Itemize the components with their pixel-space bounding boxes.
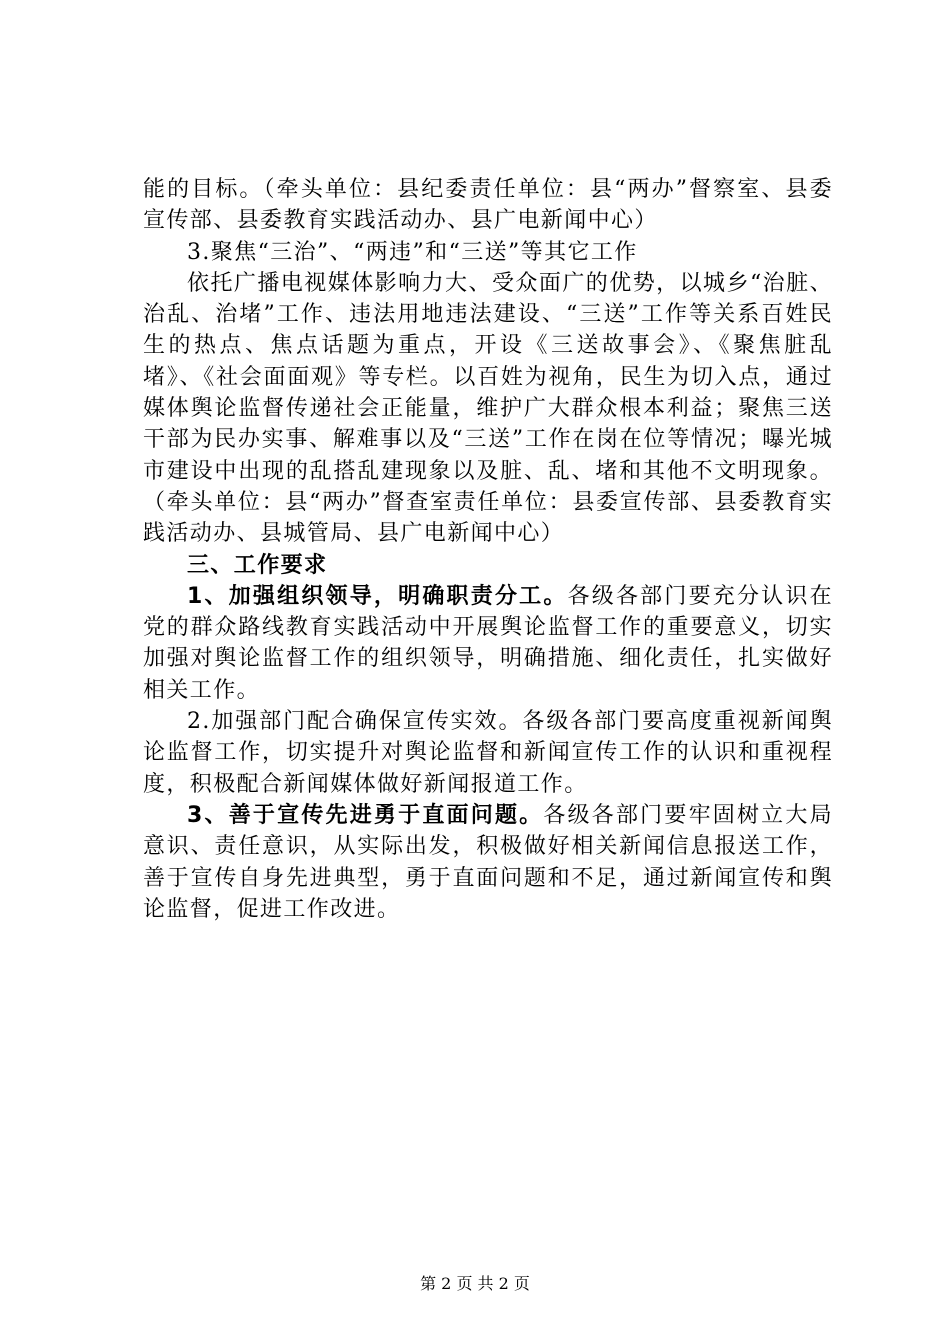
paragraph-text: 依托广播电视媒体影响力大、受众面广的优势，以城乡“治脏、治乱、治堵”工作、违法用地违法建设、“三送”工作等关系百姓民生的热点、焦点话题为重点，开设《三送故事会》、《聚焦脏乱堵》、《社会面面观》等专栏。以百姓为视角，民生为切入点，通过媒体舆论监督传递社会正能量，维护广大群众根本利益；聚焦三送干部为民办实事、解难事以及“三送”工作在岗在位等情况；曝光城市建设中出现的乱搭乱建现象以及脏、乱、堵和其他不文明现象。（牵头单位：县“两办”督查室责任单位：县委宣传部、县委教育实践活动办、县城管局、县广电新闻中心） [143, 270, 833, 547]
requirement-item-3 [143, 800, 833, 925]
subheading-focus-three [143, 237, 833, 268]
subheading-text: 3.聚焦“三治”、“两违”和“三送”等其它工作 [187, 239, 638, 265]
paragraph-target-end [143, 174, 833, 237]
requirement-item-2 [143, 706, 833, 800]
requirement-title: 1、加强组织领导，明确职责分工。 [187, 583, 568, 609]
requirement-title: 3、善于宣传先进勇于直面问题。 [187, 802, 544, 828]
requirement-text: 2.加强部门配合确保宣传实效。各级各部门要高度重视新闻舆论监督工作，切实提升对舆论监督和新闻宣传工作的认识和重视程度，积极配合新闻媒体做好新闻报道工作。 [143, 709, 833, 797]
requirement-text: 各级各部门要牢固树立大局意识、责任意识，从实际出发，积极做好相关新闻信息报送工作，善于宣传自身先进典型，勇于直面问题和不足，通过新闻宣传和舆论监督，促进工作改进。 [143, 802, 833, 922]
requirement-text: 各级各部门要充分认识在党的群众路线教育实践活动中开展舆论监督工作的重要意义，切实加强对舆论监督工作的组织领导，明确措施、细化责任，扎实做好相关工作。 [143, 583, 833, 703]
page-footer [0, 1271, 950, 1294]
section-heading-text: 三、工作要求 [187, 552, 328, 578]
paragraph-text: 能的目标。（牵头单位：县纪委责任单位：县“两办”督察室、县委宣传部、县委教育实践活动办、县广电新闻中心） [143, 177, 833, 234]
section-heading-work-requirements [143, 550, 833, 581]
requirement-item-1 [143, 581, 833, 706]
page-number-label: 第 2 页 共 2 页 [420, 1274, 530, 1293]
document-body [143, 174, 833, 925]
paragraph-broadcast-media [143, 268, 833, 550]
